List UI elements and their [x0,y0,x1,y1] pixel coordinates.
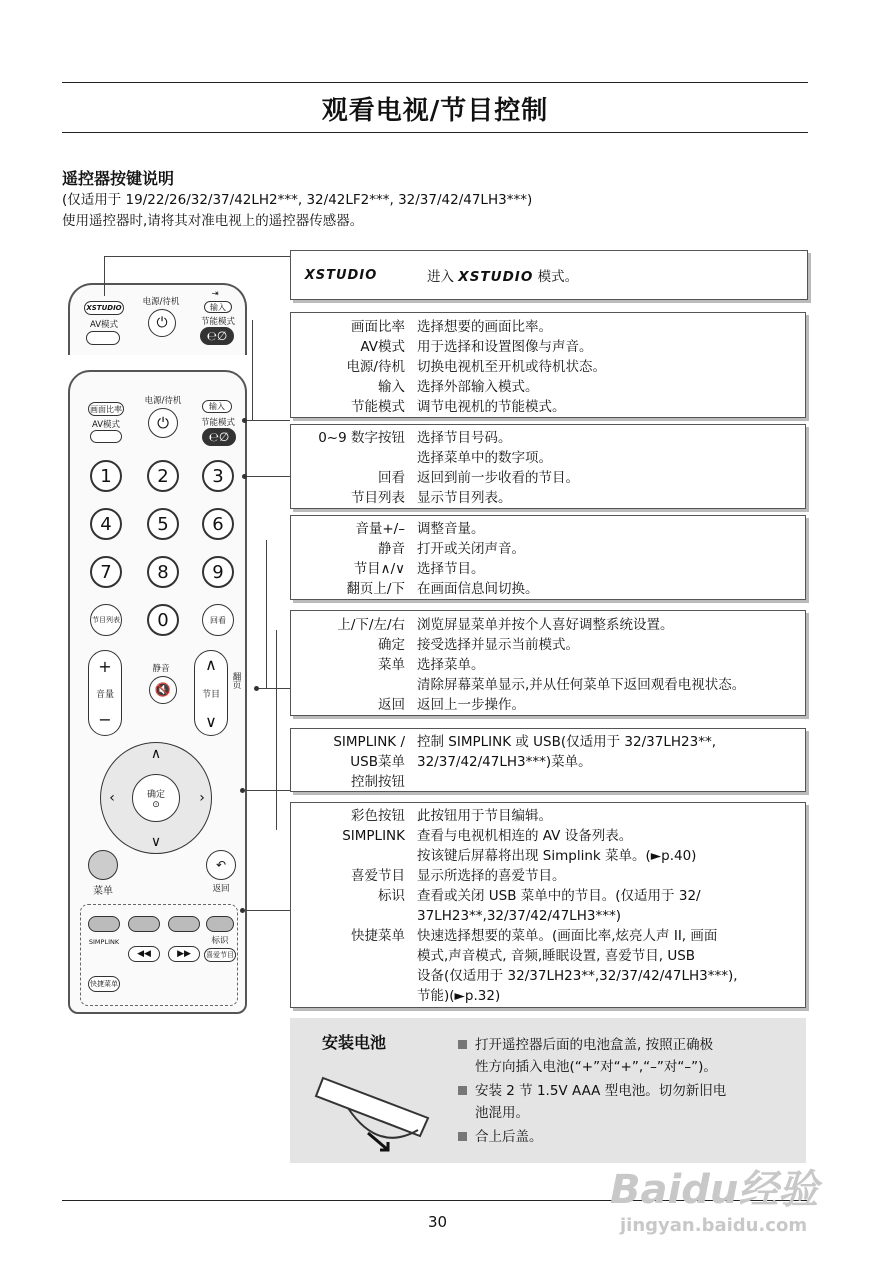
callout-description: 选择菜单中的数字项。 [417,450,552,466]
page-number: 30 [427,1213,448,1231]
battery-illustration [308,1058,448,1158]
callout-row [291,468,805,488]
callout-row [291,906,805,926]
number-8-button[interactable]: 8 [147,556,179,588]
battery-title: 安装电池 [322,1033,387,1052]
callout-row [291,337,805,357]
callout-label [291,906,417,926]
xstudio-logo: XSTUDIO [304,267,378,283]
program-label: 节目 [201,689,220,700]
callout-description: 查看或关闭 USB 菜单中的节目。(仅适用于 32/ [417,888,701,904]
down-arrow-icon: ∨ [150,834,162,850]
callout-label: 节能模式 [351,399,405,415]
favourite-button[interactable]: 喜爱节目 [204,948,236,962]
simplink-label: SIMPLINK [88,938,120,946]
callout-row [291,655,805,675]
xstudio-button[interactable]: XSTUDIO [84,301,124,315]
number-3-button[interactable]: 3 [202,460,234,492]
callout-description: 用于选择和设置图像与声音。 [417,339,593,355]
callout-label: 静音 [378,541,405,557]
connector-line [244,476,290,477]
callout-row [291,448,805,468]
usage-note: 使用遥控器时,请将其对准电视上的遥控器传感器。 [62,213,364,229]
channel-list-button[interactable]: 节目列表 [90,604,122,636]
callout-label: SIMPLINK / [333,734,405,750]
connector-line [266,540,267,688]
page-label: 翻页 [231,672,241,689]
rewind-button[interactable]: ◀◀ [128,946,160,962]
number-9-button[interactable]: 9 [202,556,234,588]
callout-description: 接受选择并显示当前模式。 [417,637,579,653]
callout-row [291,752,805,772]
callout-label: USB菜单 [350,754,405,770]
program-rocker[interactable]: ∧ 节目 ∨ [194,650,228,736]
power-button-2[interactable]: ⏻ [148,408,178,438]
callout-row [291,846,805,866]
callout-label [291,846,417,866]
callout-description: 选择节目。 [417,561,485,577]
connector-line [104,256,105,296]
callout-row [291,488,805,508]
number-1-button[interactable]: 1 [90,460,122,492]
callout-label: 控制按钮 [351,774,405,790]
callout-row [291,926,805,946]
callout-description: 模式,声音模式, 音频,睡眠设置, 喜爱节目, USB [417,948,696,964]
power-button[interactable]: ⏻ [148,309,176,337]
connector-line [104,256,290,257]
av-mode-button[interactable] [86,331,120,345]
callout-description: 显示节目列表。 [417,490,512,506]
callout-row [291,397,805,417]
battery-step-1: 打开遥控器后面的电池盒盖, 按照正确极 性方向插入电池(“+”对“+”,“–”对“–”)。 [458,1034,794,1078]
callout-label: 0~9 数字按钮 [318,430,405,446]
callout-label: 彩色按钮 [351,808,405,824]
callout-description: 返回到前一步收看的节目。 [417,470,579,486]
power-label: 电源/待机 [142,297,180,307]
callout-label: 电源/待机 [346,359,405,375]
volume-rocker[interactable]: + 音量 − [88,650,122,736]
callout-row [291,886,805,906]
recall-button[interactable]: 回看 [202,604,234,636]
callout-description: 按该键后屏幕将出现 Simplink 菜单。(►p.40) [417,848,697,864]
number-7-button[interactable]: 7 [90,556,122,588]
xstudio-callout [290,250,808,300]
callout-label: 回看 [378,470,405,486]
ratio-button[interactable]: 画面比率 [88,402,124,416]
callout-label: 音量+/– [355,521,405,537]
callout-description: 切换电视机至开机或待机状态。 [417,359,606,375]
number-0-button[interactable]: 0 [147,604,179,636]
connector-dot [242,418,247,423]
callout-row [291,317,805,337]
connector-line [276,630,277,830]
quick-menu-button[interactable]: 快捷菜单 [88,976,120,992]
back-button[interactable]: ↶ [206,850,236,880]
callout-row [291,357,805,377]
remote-top-detail [68,283,247,355]
mute-button[interactable]: 🔇 [149,676,177,704]
eco-label-2: 节能模式 [200,418,235,428]
connector-line [244,910,290,911]
top-rule [62,82,808,83]
callout-row [291,615,805,635]
callout-description: 调节电视机的节能模式。 [417,399,566,415]
remote-control [68,370,247,1014]
color-button-blue[interactable] [206,916,234,932]
callout-description: 节能)(►p.32) [417,988,501,1004]
callout-description: 查看与电视机相连的 AV 设备列表。 [417,828,633,844]
color-button-green[interactable] [128,916,160,932]
callout-description: 选择外部输入模式。 [417,379,539,395]
callout-row [291,826,805,846]
number-6-button[interactable]: 6 [202,508,234,540]
callout-description: 37LH23**,32/37/42/47LH3***) [417,908,621,924]
callout-label [291,675,417,695]
up-arrow-icon: ∧ [150,746,162,762]
callout-description: 清除屏幕菜单显示,并从任何菜单下返回观看电视状态。 [417,677,746,693]
ok-label: 确定 [146,789,165,800]
callout-description: 浏览屏显菜单并按个人喜好调整系统设置。 [417,617,674,633]
input-button-2[interactable]: 输入 [202,400,232,413]
av-mode-button-2[interactable] [90,430,122,443]
callout-row [291,559,805,579]
callout-label: 标识 [378,888,405,904]
callout-row [291,695,805,715]
callout-color-keys-group [290,802,806,1008]
right-arrow-icon: › [199,790,205,806]
callout-number-group [290,424,806,509]
callout-description: 返回上一步操作。 [417,697,525,713]
callout-row [291,675,805,695]
input-button[interactable]: 输入 [204,301,232,313]
title-rule [62,132,808,133]
connector-line [252,320,253,420]
callout-label: SIMPLINK [342,828,405,844]
callout-label [291,448,417,468]
callout-description [417,772,805,792]
color-button-yellow[interactable] [168,916,200,932]
eco-label: 节能模式 [200,317,235,327]
connector-dot [240,788,245,793]
eco-button-2[interactable]: ℮∅ [202,428,236,446]
callout-description: 32/37/42/47LH3***)菜单。 [417,754,592,770]
callout-description: 此按钮用于节目编辑。 [417,808,552,824]
menu-button[interactable] [88,850,118,880]
color-button-red[interactable] [88,916,120,932]
callout-row [291,732,805,752]
callout-label: 快捷菜单 [351,928,405,944]
callout-row [291,519,805,539]
av-mode-label-2: AV模式 [91,420,121,430]
callout-label [291,986,417,1006]
callout-label: 翻页上/下 [346,581,405,597]
callout-description: 设备(仅适用于 32/37LH23**,32/37/42/47LH3***), [417,968,738,984]
callout-row [291,966,805,986]
ok-button[interactable]: 确定 ⊙ [132,774,180,822]
callout-description: 显示所选择的喜爱节目。 [417,868,566,884]
callout-label: 确定 [378,637,405,653]
number-5-button[interactable]: 5 [147,508,179,540]
callout-row [291,986,805,1006]
callout-description: 控制 SIMPLINK 或 USB(仅适用于 32/37LH23**, [417,734,716,750]
callout-description: 选择菜单。 [417,657,485,673]
connector-line [256,688,290,689]
mark-label: 标识 [211,936,229,946]
callout-label: 输入 [378,379,405,395]
number-2-button[interactable]: 2 [147,460,179,492]
callout-label [291,946,417,966]
callout-row [291,635,805,655]
callout-description: 调整音量。 [417,521,485,537]
callout-description: 选择想要的画面比率。 [417,319,552,335]
callout-description: 在画面信息间切换。 [417,581,539,597]
volume-label: 音量 [95,689,114,700]
callout-label: 菜单 [378,657,405,673]
callout-row [291,377,805,397]
section-title: 遥控器按键说明 [62,169,175,188]
left-arrow-icon: ‹ [109,790,115,806]
battery-step-2: 安装 2 节 1.5V AAA 型电池。切勿新旧电 池混用。 [458,1080,794,1124]
connector-dot [242,474,247,479]
callout-row [291,806,805,826]
callout-power-group [290,312,806,418]
callout-label: 节目列表 [351,490,405,506]
callout-label: 画面比率 [351,319,405,335]
connector-line [246,420,290,421]
callout-navigation-group [290,610,806,716]
connector-line [242,790,290,791]
callout-description: 打开或关闭声音。 [417,541,525,557]
eco-button[interactable]: ℮∅ [200,327,234,345]
callout-volume-group [290,515,806,600]
connector-dot [240,908,245,913]
battery-panel [290,1018,806,1163]
callout-row [291,772,805,792]
xstudio-text: 进入 XSTUDIO 模式。 [427,269,579,285]
forward-button[interactable]: ▶▶ [168,946,200,962]
callout-description: 快速选择想要的菜单。(画面比率,炫亮人声 II, 画面 [417,928,718,944]
models-note: (仅适用于 19/22/26/32/37/42LH2***, 32/42LF2***, 32/37/42/47LH3***) [62,192,533,208]
connector-dot [254,686,259,691]
battery-step-3: 合上后盖。 [458,1126,794,1148]
callout-label: 喜爱节目 [351,868,405,884]
page-title: 观看电视/节目控制 [321,96,549,126]
callout-label: 节目∧/∨ [353,561,405,577]
callout-label [291,966,417,986]
callout-row [291,866,805,886]
callout-label: AV模式 [360,339,405,355]
callout-label: 上/下/左/右 [337,617,405,633]
av-mode-label: AV模式 [89,320,119,330]
callout-label: 返回 [378,697,405,713]
power-label-2: 电源/待机 [144,396,182,406]
back-label: 返回 [212,884,230,894]
watermark: Baidu经验 jingyan.baidu.com [610,1167,819,1236]
callout-description: 选择节目号码。 [417,430,512,446]
callout-simplink-group [290,728,806,792]
callout-row [291,539,805,559]
mute-label: 静音 [152,664,170,674]
callout-row [291,946,805,966]
input-icon: ⇥ [211,289,219,299]
number-4-button[interactable]: 4 [90,508,122,540]
callout-row [291,428,805,448]
callout-row [291,579,805,599]
menu-label: 菜单 [93,886,113,897]
